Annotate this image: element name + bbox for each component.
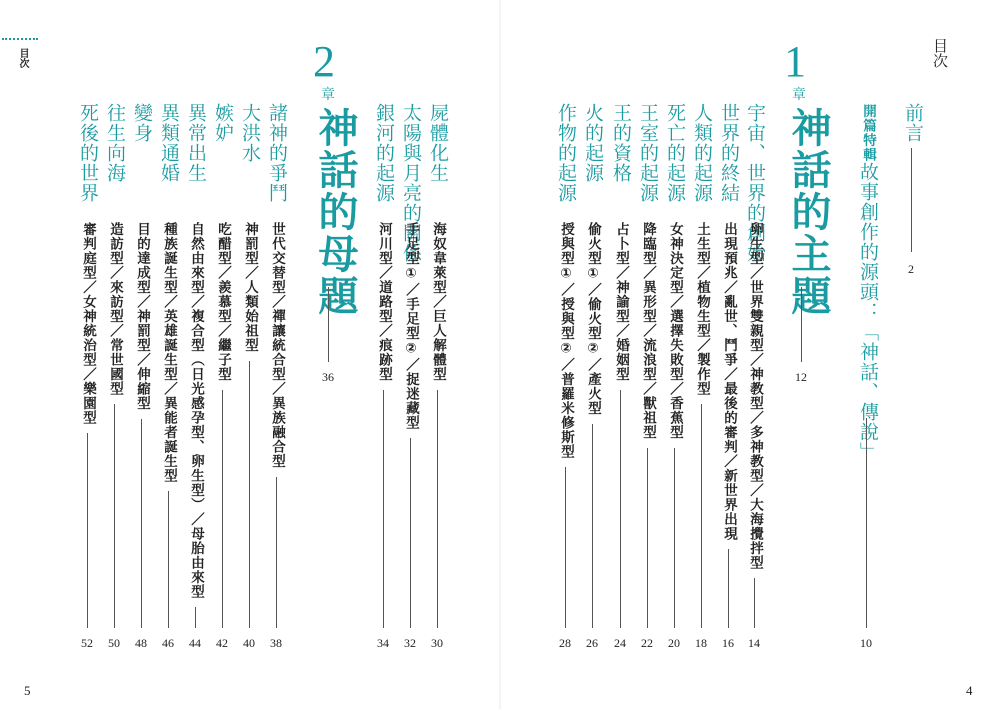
- entry-title: 變身: [131, 103, 153, 143]
- entry-subtypes: 神罰型／人類始祖型: [242, 222, 258, 353]
- entry-subtypes: 降臨型／異形型／流浪型／獸祖型: [640, 222, 656, 440]
- entry-leader-line: [620, 390, 621, 628]
- chapter2-page: 36: [322, 370, 334, 384]
- entry-page: 40: [243, 636, 255, 650]
- entry-page: 50: [108, 636, 120, 650]
- special-badge: 開篇特輯: [860, 104, 876, 162]
- entry-page: 46: [162, 636, 174, 650]
- preface-page: 2: [908, 262, 914, 276]
- entry-page: 32: [404, 636, 416, 650]
- special-page: 10: [860, 636, 872, 650]
- entry-leader-line: [141, 419, 142, 628]
- preface-leader-line: [911, 148, 912, 252]
- entry-title: 死後的世界: [77, 103, 99, 203]
- entry-leader-line: [383, 390, 384, 628]
- entry-subtypes: 卵生型／世界雙親型／神教型／多神教型／大海攪拌型: [747, 222, 763, 570]
- left-folio: 5: [24, 683, 31, 698]
- entry-title: 異常出生: [185, 103, 207, 183]
- entry-page: 20: [668, 636, 680, 650]
- special-leader-line: [866, 418, 867, 628]
- preface-title: 前言: [902, 103, 924, 143]
- entry-leader-line: [276, 477, 277, 628]
- entry-title: 人類的起源: [691, 103, 713, 203]
- entry-title: 大洪水: [239, 103, 261, 163]
- entry-leader-line: [674, 448, 675, 628]
- entry-page: 18: [695, 636, 707, 650]
- entry-page: 48: [135, 636, 147, 650]
- entry-leader-line: [168, 491, 169, 628]
- side-tab-dots: [2, 38, 38, 40]
- entry-leader-line: [728, 549, 729, 628]
- entry-page: 30: [431, 636, 443, 650]
- entry-page: 14: [748, 636, 760, 650]
- entry-subtypes: 出現預兆／亂世、鬥爭／最後的審判／新世界出現: [721, 222, 737, 541]
- entry-leader-line: [114, 404, 115, 628]
- entry-leader-line: [565, 467, 566, 628]
- entry-subtypes: 吃醋型／羨慕型／繼子型: [215, 222, 231, 382]
- entry-title: 往生向海: [104, 103, 126, 183]
- special-title: 故事創作的源頭：「神話、傳說」: [857, 162, 879, 462]
- page-gutter: [499, 0, 501, 709]
- entry-subtypes: 授與型①／授與型②／普羅米修斯型: [558, 222, 574, 459]
- entry-title: 宇宙、世界的創始: [744, 103, 766, 263]
- chapter2-label: 章: [321, 87, 335, 103]
- entry-page: 28: [559, 636, 571, 650]
- entry-page: 44: [189, 636, 201, 650]
- entry-subtypes: 造訪型／來訪型／常世國型: [107, 222, 123, 396]
- entry-leader-line: [249, 361, 250, 628]
- entry-page: 26: [586, 636, 598, 650]
- entry-subtypes: 河川型／道路型／痕跡型: [376, 222, 392, 382]
- entry-leader-line: [87, 433, 88, 628]
- entry-page: 38: [270, 636, 282, 650]
- entry-leader-line: [195, 607, 196, 628]
- chapter1-leader-line: [801, 287, 802, 362]
- entry-leader-line: [592, 424, 593, 628]
- entry-page: 24: [614, 636, 626, 650]
- entry-title: 諸神的爭鬥: [266, 103, 288, 203]
- entry-leader-line: [222, 390, 223, 628]
- chapter2-leader-line: [328, 287, 329, 362]
- entry-title: 王的資格: [610, 103, 632, 183]
- entry-title: 銀河的起源: [373, 103, 395, 203]
- entry-subtypes: 審判庭型／女神統治型／樂園型: [80, 222, 96, 425]
- entry-subtypes: 土生型／植物生型／製作型: [694, 222, 710, 396]
- entry-leader-line: [410, 438, 411, 628]
- chapter1-number: 1: [784, 37, 806, 86]
- entry-leader-line: [647, 448, 648, 628]
- entry-subtypes: 占卜型／神諭型／婚姻型: [613, 222, 629, 382]
- entry-page: 22: [641, 636, 653, 650]
- chapter2-number: 2: [313, 37, 335, 86]
- chapter1-label: 章: [792, 87, 806, 103]
- entry-subtypes: 自然由來型／複合型（日光感孕型、卵生型）／母胎由來型: [188, 222, 204, 599]
- entry-title: 嫉妒: [212, 103, 234, 143]
- entry-subtypes: 偷火型①／偷火型②／產火型: [585, 222, 601, 416]
- entry-title: 死亡的起源: [664, 103, 686, 203]
- entry-page: 42: [216, 636, 228, 650]
- entry-subtypes: 世代交替型／禪讓統合型／異族融合型: [269, 222, 285, 469]
- entry-subtypes: 女神決定型／選擇失敗型／香蕉型: [667, 222, 683, 440]
- entry-title: 異類通婚: [158, 103, 180, 183]
- entry-subtypes: 目的達成型／神罰型／伸縮型: [134, 222, 150, 411]
- right-folio: 4: [966, 683, 973, 698]
- chapter1-title: 神話的主題: [785, 107, 831, 317]
- chapter2-title: 神話的母題: [312, 107, 358, 317]
- entry-title: 世界的終結: [718, 103, 740, 203]
- entry-title: 太陽與月亮的關係: [400, 103, 422, 263]
- chapter1-page: 12: [795, 370, 807, 384]
- entry-subtypes: 種族誕生型／英雄誕生型／異能者誕生型: [161, 222, 177, 483]
- entry-subtypes: 手足型①／手足型②／捉迷藏型: [403, 222, 419, 430]
- side-tab: [0, 38, 40, 68]
- entry-leader-line: [701, 404, 702, 628]
- entry-page: 52: [81, 636, 93, 650]
- entry-page: 16: [722, 636, 734, 650]
- entry-page: 34: [377, 636, 389, 650]
- entry-title: 王室的起源: [637, 103, 659, 203]
- entry-leader-line: [754, 578, 755, 628]
- entry-title: 火的起源: [582, 103, 604, 183]
- entry-title: 作物的起源: [555, 103, 577, 203]
- mokuji-title: 目次: [931, 38, 949, 68]
- entry-title: 屍體化生: [427, 103, 449, 183]
- side-tab-label: 目次: [17, 48, 28, 68]
- entry-subtypes: 海奴韋萊型／巨人解體型: [430, 222, 446, 382]
- entry-leader-line: [437, 390, 438, 628]
